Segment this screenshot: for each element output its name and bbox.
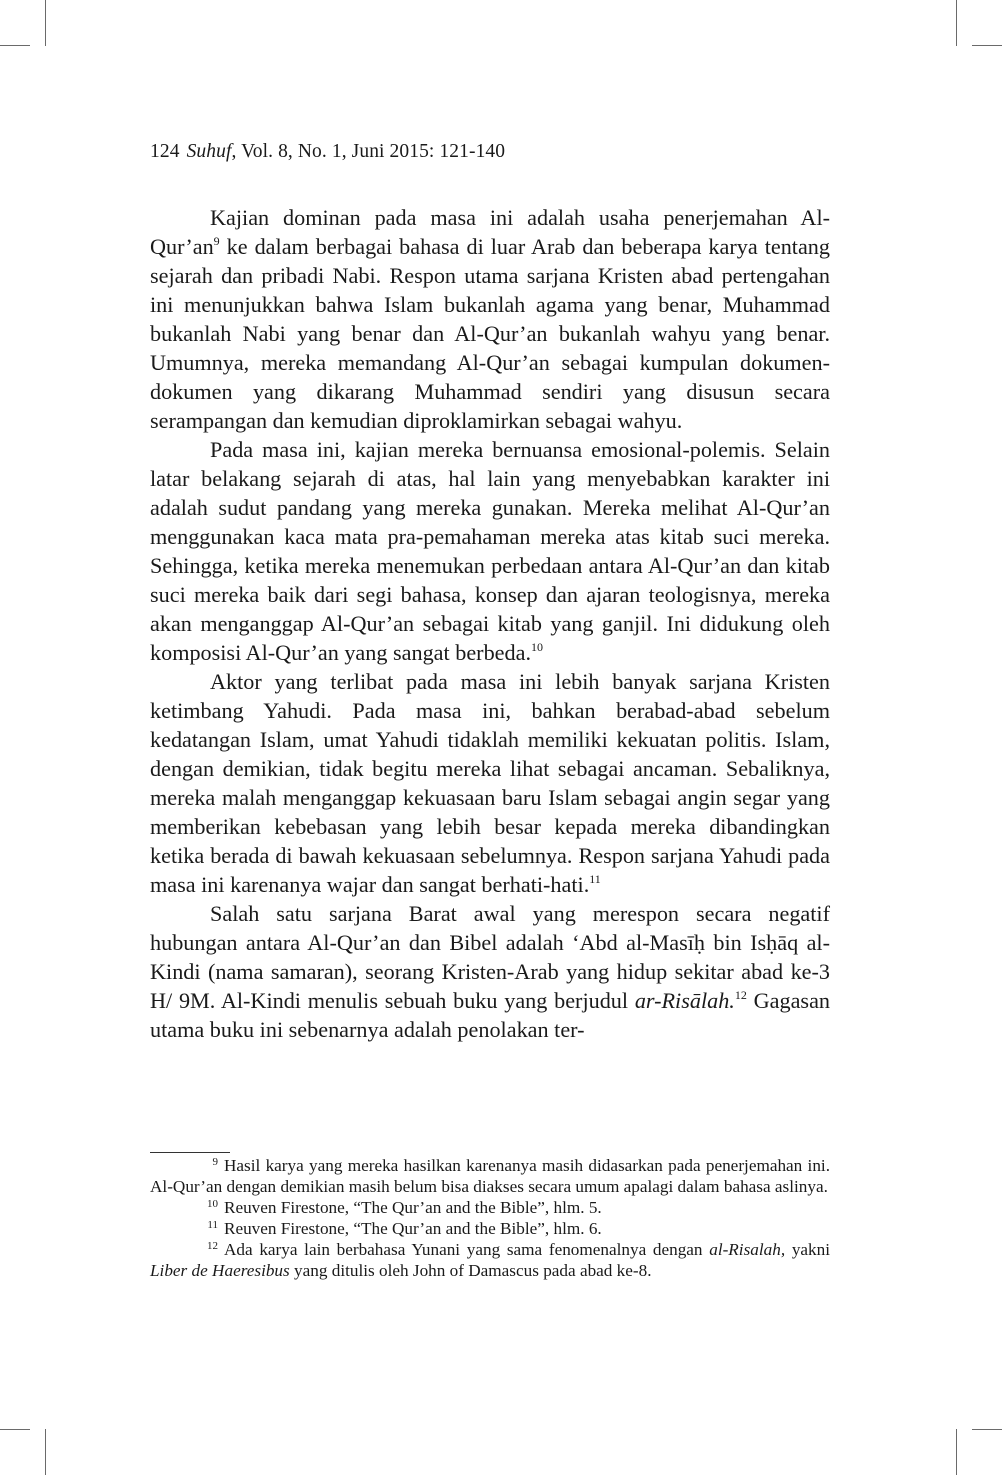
crop-mark [956,0,957,46]
crop-mark [0,1429,30,1430]
footnote: 11 Reuven Firestone, “The Qur’an and the Bible”, hlm. 6. [207,1219,602,1238]
running-head [150,141,505,163]
footnote: 12 Ada karya lain berbahasa Yunani yang sama fenomenalnya dengan al-Risalah, yakni Liber de Haeresibus yang ditulis oleh John of Damascus pada abad ke-8. [150,1240,831,1280]
paragraph: Pada masa ini, kajian mereka bernuansa emosional-polemis. Selain latar belakang sejarah di atas, hal lain yang menyebabkan karakter ini adalah sudut pandang yang mereka gunakan. Mereka melihat Al-Qur’an menggunakan kaca mata pra-pemahaman mereka atas kitab suci mereka. Sehingga, ketika mereka menemukan perbedaan antara Al-Qur’an dan kitab suci mereka baik dari segi bahasa, konsep dan ajaran teologisnya, mereka akan menganggap Al-Qur’an sebagai kitab yang ganjil. Ini didukung oleh komposisi Al-Qur’an yang sangat berbeda.$^{10}$ [150,437,830,665]
body-text [150,203,830,1044]
page-number: 124 [150,141,180,162]
paragraph: Aktor yang terlibat pada masa ini lebih banyak sarjana Kristen ketimbang Yahudi. Pada masa ini, bahkan berabad-abad sebelum kedatangan Islam, umat Yahudi tidaklah memiliki kekuatan politis. Islam, dengan demikian, tidak begitu mereka lihat sebagai ancaman. Sebaliknya, mereka malah menganggap kekuasaan baru Islam sebagai angin segar yang memberikan kebebasan yang lebih besar kepada mereka dibandingkan ketika berada di bawah kekuasaan sebelumnya. Respon sarjana Yahudi pada masa ini karenanya wajar dan sangat berhati-hati.$^{11}$ [150,669,830,897]
footnote-ref[interactable]: 10 [531,640,544,654]
paragraph: Kajian dominan pada masa ini adalah usaha penerjemahan $Al-Qur’an^9$ ke dalam berbagai bahasa di luar Arab dan beberapa karya tentang sejarah dan pribadi Nabi. Respon utama sarjana Kristen abad pertengahan ini menunjukkan bahwa Islam bukanlah agama yang benar, Muhammad bukanlah Nabi yang benar dan Al-Qur’an bukanlah wahyu yang benar. Umumnya, mereka memandang Al-Qur’an sebagai kumpulan dokumen-dokumen yang dikarang Muhammad sendiri yang disusun secara serampangan dan kemudian diproklamirkan sebagai wahyu. [150,205,830,433]
footnote: 10 Reuven Firestone, “The Qur’an and the Bible”, hlm. 5. [207,1198,602,1217]
crop-mark [972,1429,1002,1430]
crop-mark [45,0,46,46]
footnote-ref[interactable]: 12 [734,988,747,1002]
crop-mark [972,45,1002,46]
crop-mark [45,1429,46,1475]
book-title: ar-Risālah. [634,988,735,1013]
footnote-divider [150,1152,230,1153]
journal-title: Suhuf [186,141,232,162]
footnote: 9 Hasil karya yang mereka hasilkan karenanya masih didasarkan pada penerjemahan ini. Al-Qur’an dengan demikian masih belum bisa diakses secara umum apalagi dalam bahasa aslinya. [150,1156,830,1196]
paragraph: Salah satu sarjana Barat awal yang merespon secara negatif hubungan antara Al-Qur’an dan Bibel adalah ‘Abd al-Masīḥ bin Isḥāq al-Kindi (nama samaran), seorang Kristen-Arab yang hidup sekitar abad ke-3 H/ 9M. Al-Kindi menulis sebuah buku yang berjudul ar-Risālah.$^{12}$ Gagasan utama buku ini sebenarnya adalah penolakan ter- [150,901,831,1042]
footnotes [150,1155,830,1281]
footnote-ref[interactable]: 11 [589,872,601,886]
crop-mark [956,1429,957,1475]
journal-citation: , Vol. 8, No. 1, Juni 2015: 121-140 [231,141,506,162]
crop-mark [0,45,30,46]
footnote-ref[interactable]: 9 [213,234,220,248]
